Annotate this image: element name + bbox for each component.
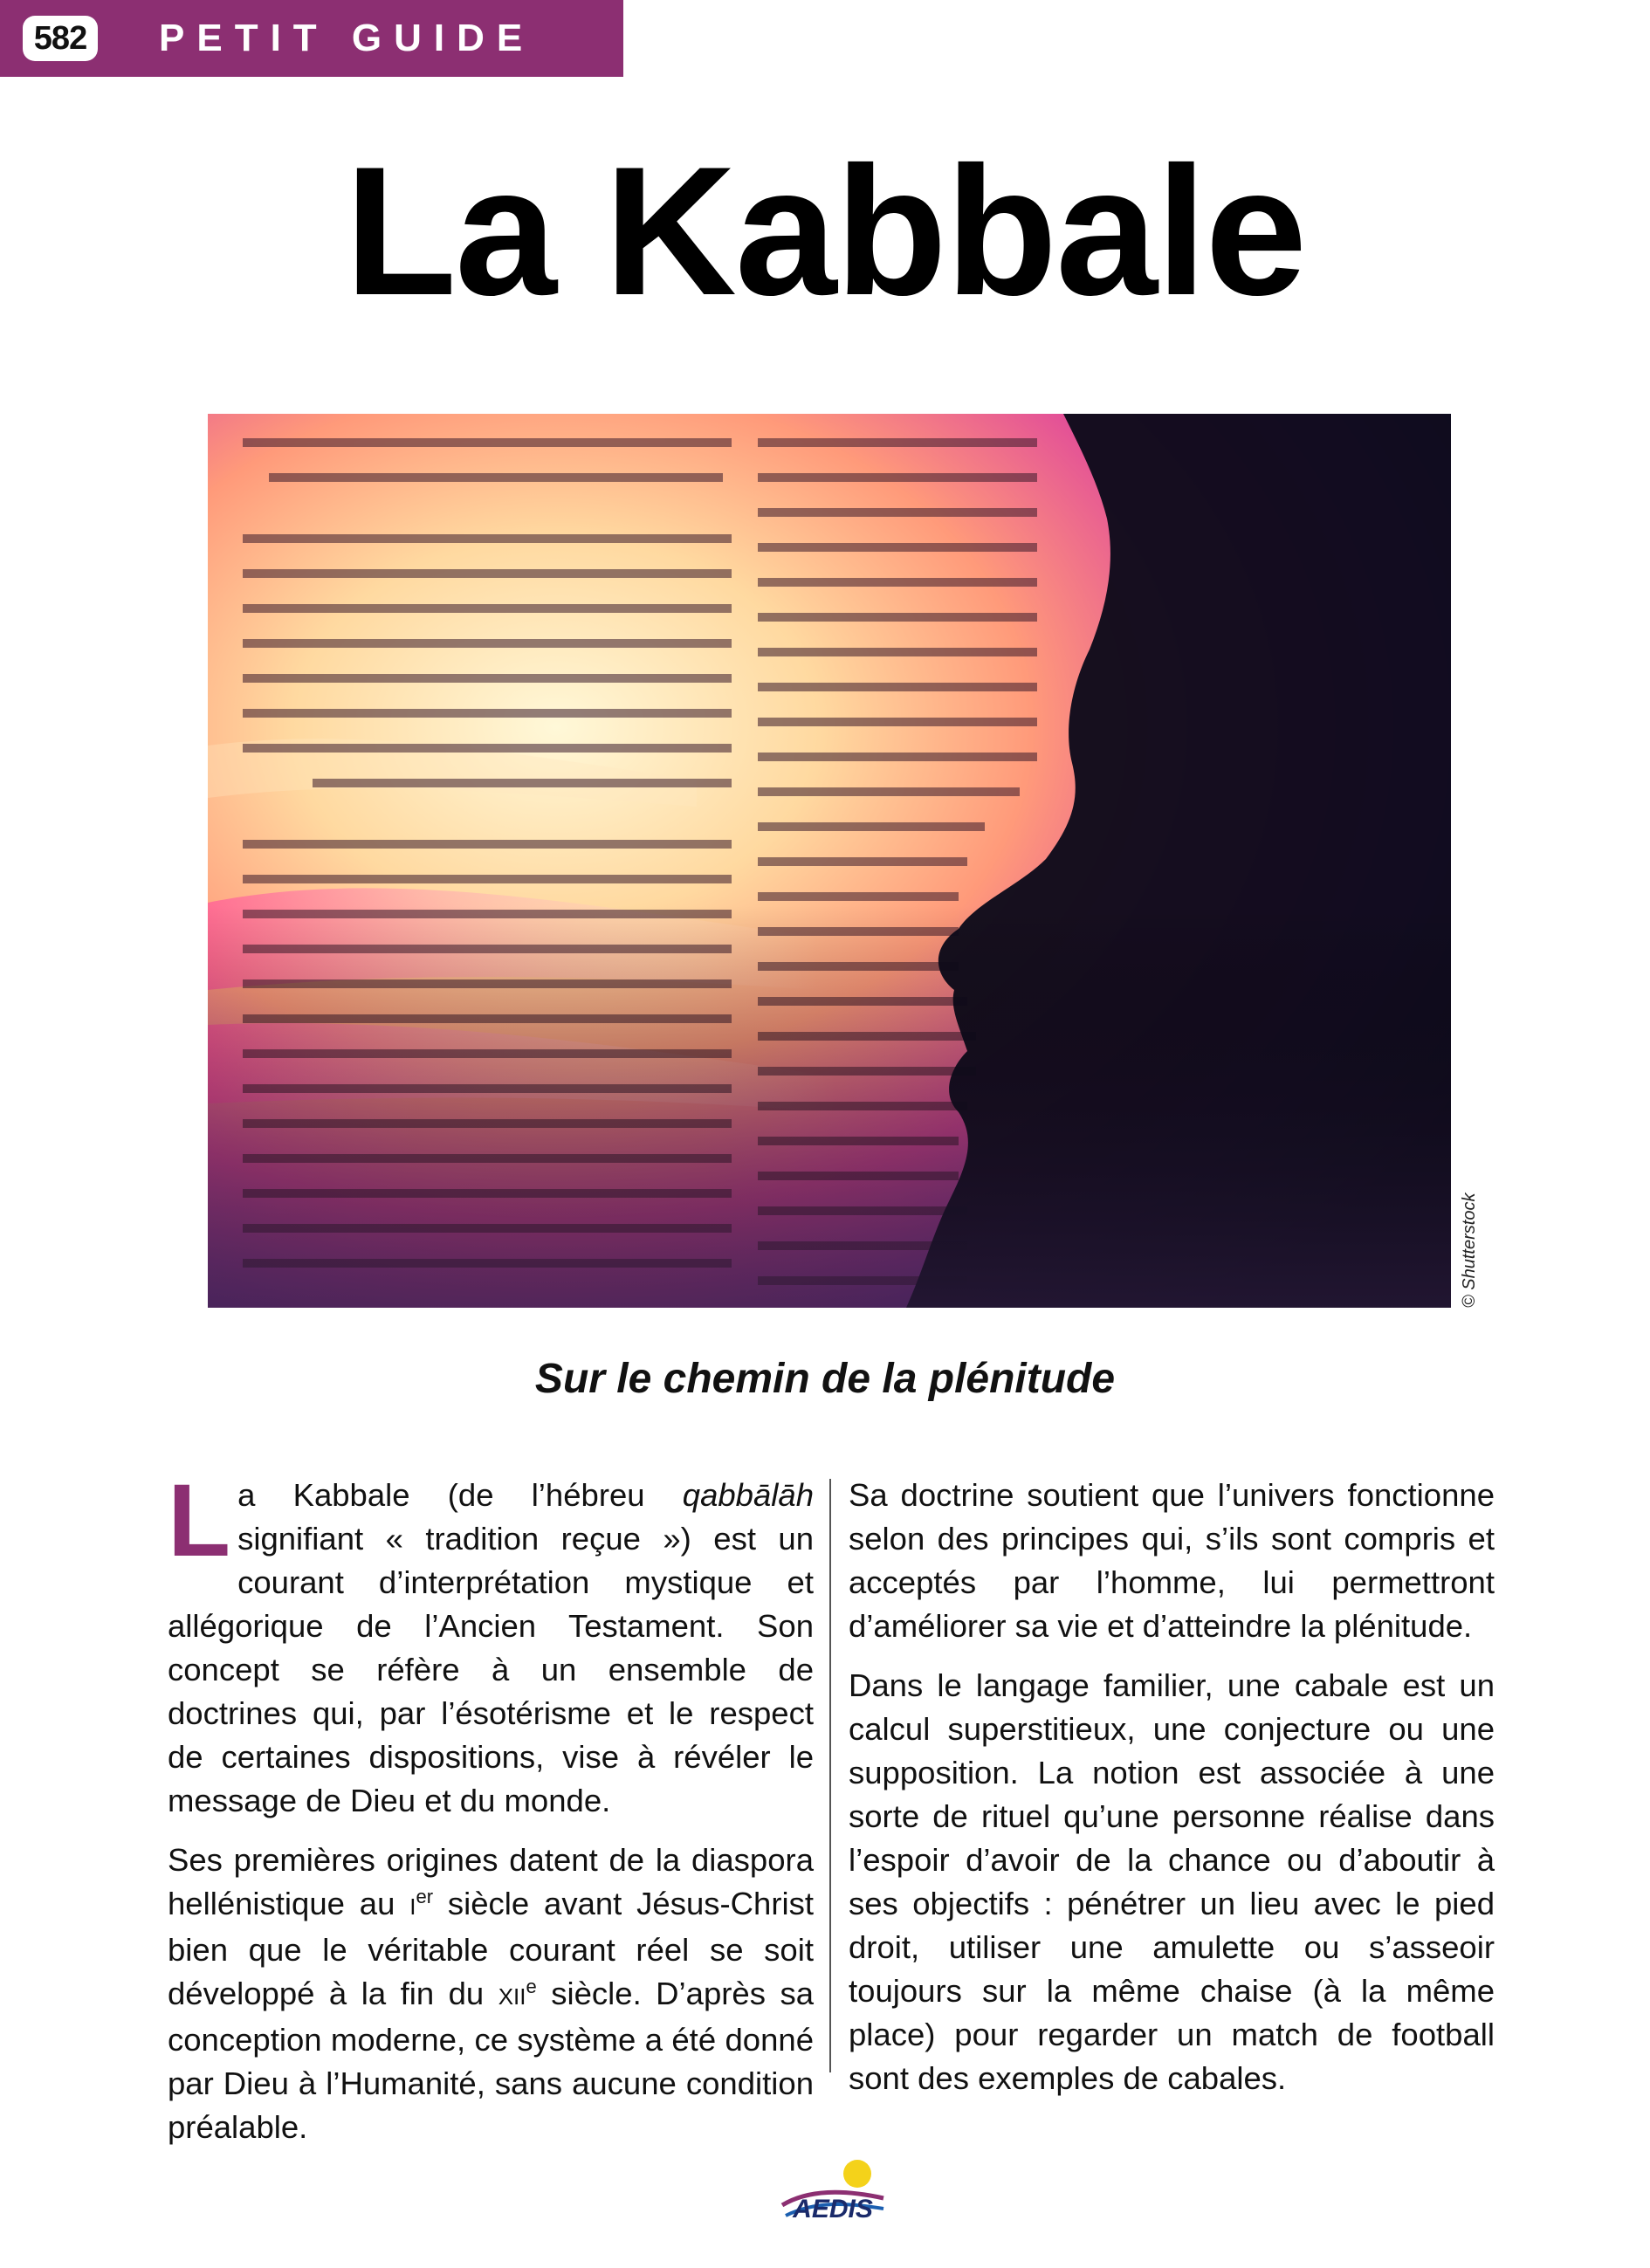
paragraph: La Kabbale (de l’hébreu qabbālāh signifiant « tradition reçue ») est un courant d’interprétation mystique et allégorique de l’Ancien Testament. Son concept se réfère à un ensemble de doctrines qui, par l’ésotérisme et le respect de certaines dispositions, vise à révéler le message de Dieu et du monde. bbox=[168, 1463, 814, 1818]
aedis-logo-icon bbox=[773, 2155, 892, 2224]
page-title: La Kabbale bbox=[344, 128, 1306, 333]
paragraph: Sa doctrine soutient que l’univers fonctionne selon des principes qui, s’ils sont compris et acceptés par l’homme, lui permettront d’améliorer sa vie et d’atteindre la plénitude. bbox=[849, 1477, 1495, 1644]
subtitle: Sur le chemin de la plénitude bbox=[534, 1356, 1116, 1402]
drop-cap: L bbox=[168, 1463, 231, 1578]
header-band bbox=[0, 0, 623, 77]
image-credit: © Shutterstock bbox=[1460, 1192, 1479, 1308]
issue-number-badge: 582 bbox=[23, 16, 98, 61]
publisher-logo bbox=[773, 2155, 892, 2224]
column-divider bbox=[829, 1479, 831, 2072]
series-label: PETIT GUIDE bbox=[159, 17, 535, 59]
article-column-left bbox=[168, 1463, 814, 2165]
paragraph: Dans le langage familier, une cabale est un calcul superstitieux, une conjecture ou une supposition. La notion est associée à une sorte de rituel qu’une personne réalise dans l’espoir d’avoir de la chance ou d’aboutir à ses objectifs : pénétrer un lieu avec le pied droit, utiliser une amulette ou s’asseoir toujours sur la même chaise (à la même place) pour regarder un match de football sont des exemples de cabales. bbox=[849, 1667, 1495, 2096]
paragraph: Ses premières origines datent de la diaspora hellénistique au Ier siècle avant Jésus-Christ bien que le véritable courant réel se soit développé à la fin du XIIe siècle. D’après sa conception moderne, ce système a été donné par Dieu à l’Humanité, sans aucune condition préalable. bbox=[168, 1842, 814, 2145]
hebrew-text-silhouette-image bbox=[208, 414, 1451, 1308]
svg-text:AEDIS: AEDIS bbox=[793, 2195, 873, 2223]
article-column-right bbox=[849, 1474, 1495, 2116]
hero-image bbox=[208, 414, 1451, 1308]
